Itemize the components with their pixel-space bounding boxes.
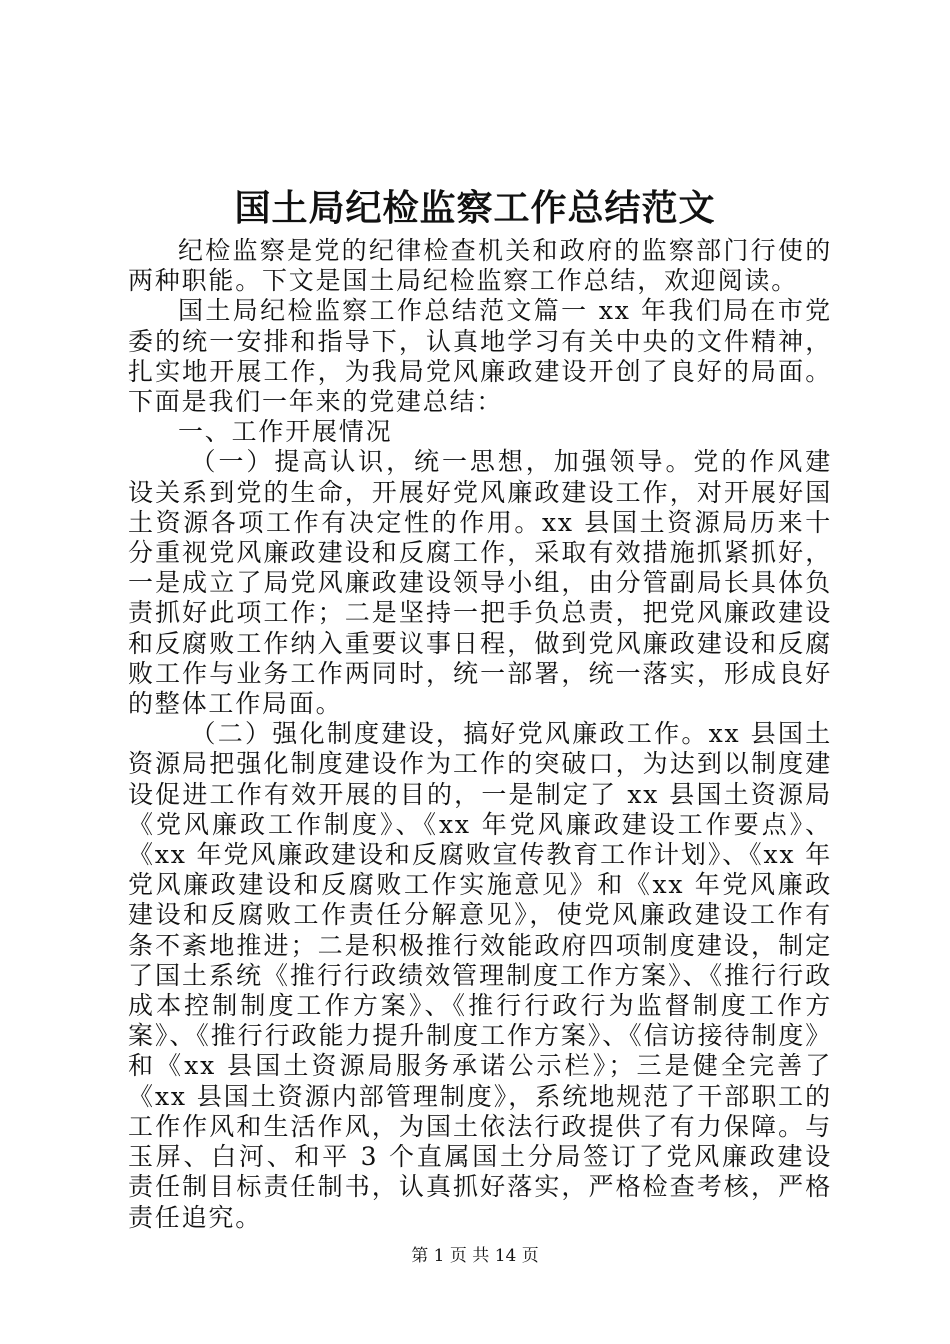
paragraph-item-two: （二）强化制度建设，搞好党风廉政工作。xx 县国土资源局把强化制度建设作为工作的突破口，为达到以制度建设促进工作有效开展的目的，一是制定了 xx 县国土资源局《党风廉政工作制度》、《xx 年党风廉政建设工作要点》、《xx 年党风廉政建设和反腐败宣传教育工作计划》、《xx 年党风廉政建设和反腐败工作实施意见》和《xx 年党风廉政建设和反腐败工作责任分解意见》，使党风廉政建设工作有条不紊地推进；二是积极推行效能政府四项制度建设，制定了国土系统《推行行政绩效管理制度工作方案》、《推行行政成本控制制度工作方案》、《推行行政行为监督制度工作方案》、《推行行政能力提升制度工作方案》、《信访接待制度》和《xx 县国土资源局服务承诺公示栏》；三是健全完善了《xx 县国土资源内部管理制度》，系统地规范了干部职工的工作作风和生活作风，为国土依法行政提供了有力保障。与玉屏、白河、和平 3 个直属国土分局签订了党风廉政建设责任制目标责任制书，认真抓好落实，严格检查考核，严格责任追究。: [128, 719, 832, 1232]
paragraph-item-one: （一）提高认识，统一思想，加强领导。党的作风建设关系到党的生命，开展好党风廉政建设工作，对开展好国土资源各项工作有决定性的作用。xx 县国土资源局历来十分重视党风廉政建设和反腐工作，采取有效措施抓紧抓好，一是成立了局党风廉政建设领导小组，由分管副局长具体负责抓好此项工作；二是坚持一把手负总责，把党风廉政建设和反腐败工作纳入重要议事日程，做到党风廉政建设和反腐败工作与业务工作两同时，统一部署，统一落实，形成良好的整体工作局面。: [128, 447, 832, 719]
page-number-footer: 第 1 页 共 14 页: [411, 1246, 539, 1266]
paragraph-intro: 纪检监察是党的纪律检查机关和政府的监察部门行使的两种职能。下文是国土局纪检监察工作总结，欢迎阅读。: [128, 236, 832, 296]
section-heading-work-status: 一、工作开展情况: [178, 417, 393, 447]
document-body: [128, 236, 832, 1233]
document-title: 国土局纪检监察工作总结范文: [234, 187, 716, 229]
paragraph-overview: 国土局纪检监察工作总结范文篇一 xx 年我们局在市党委的统一安排和指导下，认真地学习有关中央的文件精神，扎实地开展工作，为我局党风廉政建设开创了良好的局面。下面是我们一年来的党建总结：: [128, 296, 832, 417]
